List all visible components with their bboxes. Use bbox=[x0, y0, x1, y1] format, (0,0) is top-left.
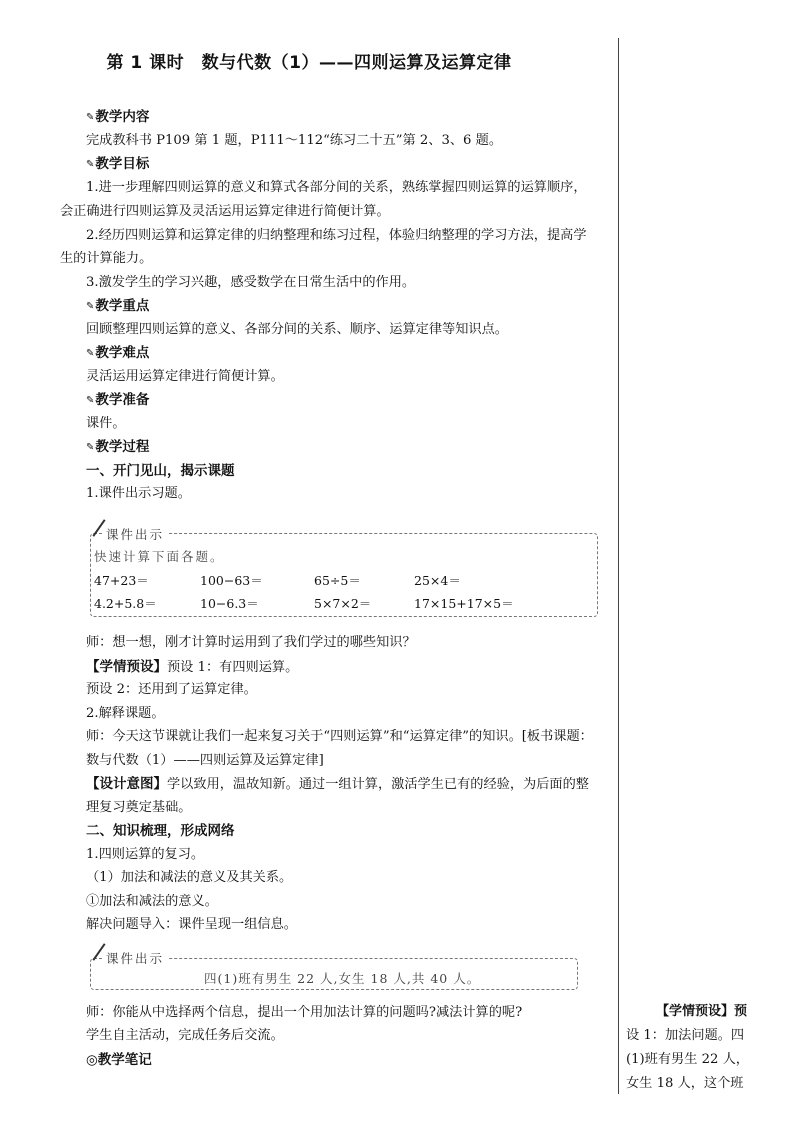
box-1-instruction: 快速计算下面各题。 bbox=[94, 549, 225, 564]
section-heading-content: ✎教学内容 bbox=[86, 109, 150, 125]
pen-icon: ✎ bbox=[86, 395, 95, 406]
teacher-line-a: 师：今天这节课就让我们一起来复习关于“四则运算”和“运算定律”的知识。[板书课题： bbox=[86, 729, 593, 744]
part-2-item-2: （1）加法和减法的意义及其关系。 bbox=[86, 870, 293, 885]
goal-1-line-a: 1.进一步理解四则运算的意义和算式各部分间的关系，熟练掌握四则运算的运算顺序， bbox=[86, 180, 587, 195]
preset-line-1: 【学情预设】预设 1：有四则运算。 bbox=[86, 659, 299, 675]
pen-icon: ✎ bbox=[86, 159, 95, 170]
calc-r2-c1: 4.2+5.8＝ bbox=[94, 596, 157, 611]
part-2-item-3: ①加法和减法的意义。 bbox=[86, 894, 218, 909]
difficulty-text: 灵活运用运算定律进行简便计算。 bbox=[86, 369, 284, 384]
calc-r1-c1: 47+23＝ bbox=[94, 573, 149, 588]
sidebar-line-2: 设 1：加法问题。四 bbox=[626, 1028, 745, 1043]
calc-r1-c3: 65÷5＝ bbox=[314, 573, 361, 588]
part-2-heading: 二、知识梳理，形成网络 bbox=[86, 823, 235, 839]
section-heading-key: ✎教学重点 bbox=[86, 298, 150, 314]
goal-3: 3.激发学生的学习兴趣，感受数学在日常生活中的作用。 bbox=[86, 275, 416, 290]
content-text: 完成教科书 P109 第 1 题，P111～112“练习二十五”第 2、3、6 题。 bbox=[86, 133, 503, 148]
box-2-text: 四(1)班有男生 22 人,女生 18 人,共 40 人。 bbox=[204, 971, 481, 986]
section-heading-process: ✎教学过程 bbox=[86, 439, 150, 455]
pen-icon: ✎ bbox=[86, 442, 95, 453]
lesson-title: 第 1 课时 数与代数（1）——四则运算及运算定律 bbox=[106, 53, 512, 73]
sidebar-line-4: 女生 18 人，这个班 bbox=[626, 1076, 744, 1091]
sidebar-line-3: (1)班有男生 22 人， bbox=[626, 1052, 749, 1067]
sidebar-line-1: 【学情预设】预 bbox=[656, 1004, 748, 1019]
pen-icon: ✎ bbox=[86, 112, 95, 123]
teacher-question-2: 师：你能从中选择两个信息，提出一个用加法计算的问题吗?减法计算的呢? bbox=[86, 1005, 523, 1020]
part-2-item-1: 1.四则运算的复习。 bbox=[86, 847, 205, 862]
calc-r1-c4: 25×4＝ bbox=[414, 573, 461, 588]
calc-r2-c2: 10−6.3＝ bbox=[200, 596, 259, 611]
pen-icon: ✎ bbox=[86, 348, 95, 359]
courseware-label-1: 课件出示 bbox=[102, 525, 168, 543]
section-heading-goals: ✎教学目标 bbox=[86, 156, 150, 172]
goal-2-line-b: 生的计算能力。 bbox=[60, 251, 153, 266]
courseware-label-2: 课件出示 bbox=[102, 949, 168, 967]
step-1: 1.课件出示习题。 bbox=[86, 486, 191, 501]
preset-line-2: 预设 2：还用到了运算定律。 bbox=[86, 682, 257, 697]
teaching-notes-heading: ◎教学笔记 bbox=[86, 1052, 152, 1068]
part-2-item-4: 解决问题导入：课件呈现一组信息。 bbox=[86, 917, 297, 932]
preparation-text: 课件。 bbox=[86, 416, 126, 431]
calc-r1-c2: 100−63＝ bbox=[200, 573, 263, 588]
pen-icon: ✎ bbox=[86, 301, 95, 312]
teacher-line-b: 数与代数（1）——四则运算及运算定律] bbox=[86, 753, 324, 768]
section-heading-difficulty: ✎教学难点 bbox=[86, 345, 150, 361]
margin-divider-line bbox=[618, 38, 619, 1094]
design-line-a: 【设计意图】学以致用，温故知新。通过一组计算，激活学生已有的经验，为后面的整 bbox=[86, 776, 589, 792]
goal-2-line-a: 2.经历四则运算和运算定律的归纳整理和练习过程，体验归纳整理的学习方法，提高学 bbox=[86, 228, 587, 243]
goal-1-line-b: 会正确进行四则运算及灵活运用运算定律进行简便计算。 bbox=[60, 204, 390, 219]
activity-text: 学生自主活动，完成任务后交流。 bbox=[86, 1028, 284, 1043]
step-2: 2.解释课题。 bbox=[86, 706, 165, 721]
part-1-heading: 一、开门见山，揭示课题 bbox=[86, 463, 235, 479]
section-heading-preparation: ✎教学准备 bbox=[86, 392, 150, 408]
calc-r2-c3: 5×7×2＝ bbox=[314, 596, 372, 611]
calc-r2-c4: 17×15+17×5＝ bbox=[414, 596, 514, 611]
teacher-question-1: 师：想一想，刚才计算时运用到了我们学过的哪些知识？ bbox=[86, 635, 416, 650]
key-text: 回顾整理四则运算的意义、各部分间的关系、顺序、运算定律等知识点。 bbox=[86, 322, 508, 337]
design-line-b: 理复习奠定基础。 bbox=[86, 800, 192, 815]
